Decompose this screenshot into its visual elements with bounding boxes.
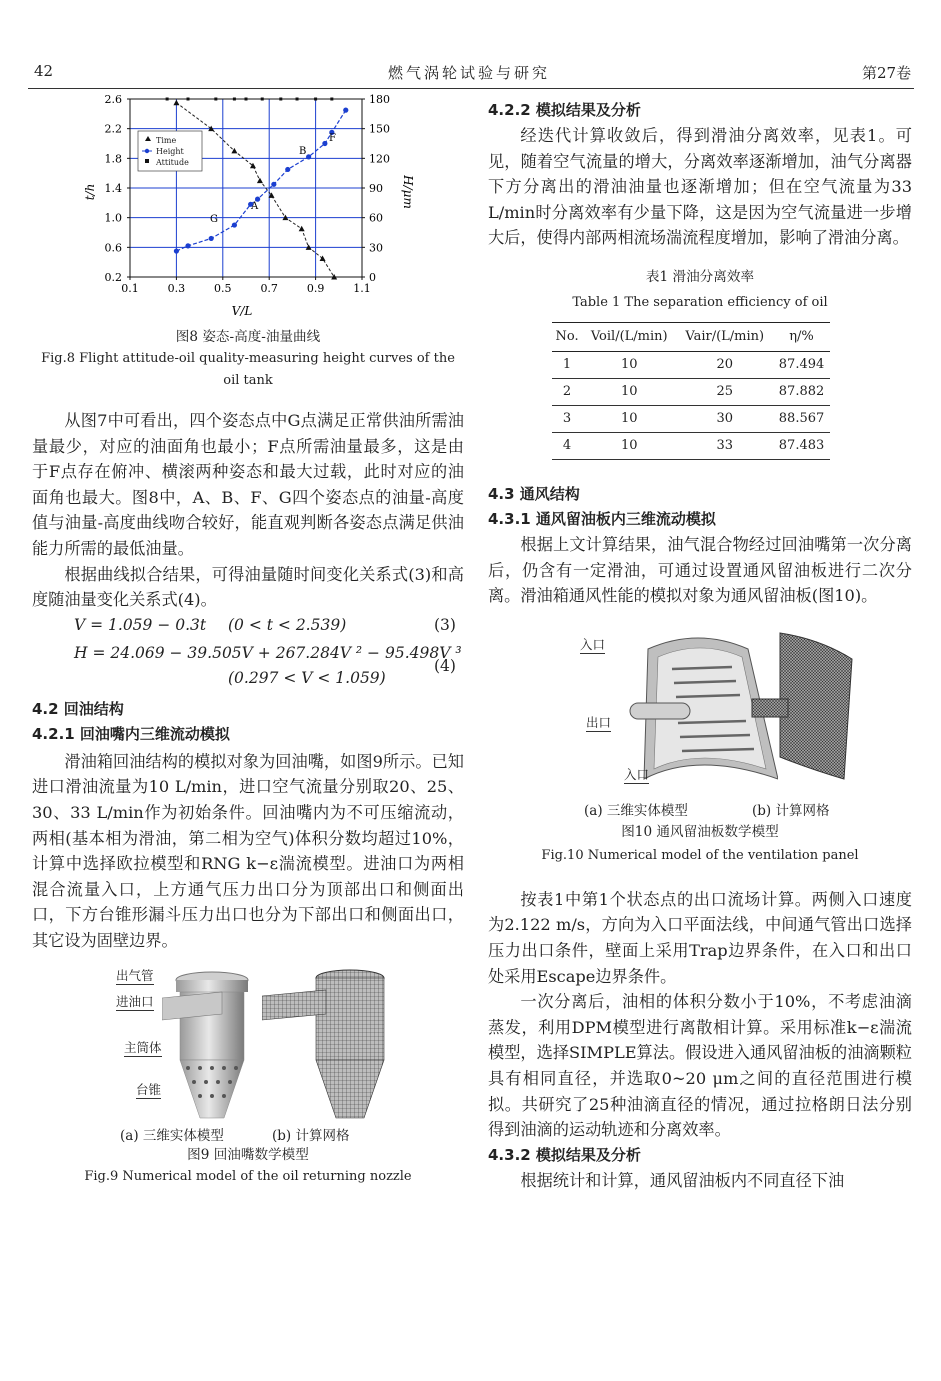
x-tick-label: 1.1 bbox=[353, 282, 371, 295]
x-tick-label: 0.5 bbox=[214, 282, 232, 295]
right-tick-label: 150 bbox=[369, 122, 390, 136]
fig9-caption-en: Fig.9 Numerical model of the oil returning nozzle bbox=[84, 1168, 412, 1184]
left-axis-label: t/h bbox=[83, 183, 97, 201]
eq3-expr: V = 1.059 − 0.3t bbox=[74, 615, 207, 634]
right-tick-label: 0 bbox=[369, 271, 376, 284]
figure-10 bbox=[488, 629, 912, 797]
x-tick-label: 0.1 bbox=[121, 282, 139, 295]
paragraph-fit-intro: 根据曲线拟合结果，可得油量随时间变化关系式(3)和高度随油量变化关系式(4)。 bbox=[32, 564, 464, 610]
left-column bbox=[32, 92, 464, 1188]
col-voil: Voil/(L/min) bbox=[582, 322, 676, 351]
section-4-2-1: 4.2.1 回油嘴内三维流动模拟 bbox=[32, 724, 230, 743]
height-point bbox=[343, 108, 348, 113]
attitude-point bbox=[166, 98, 169, 101]
label-inlet-top: 入口 bbox=[580, 636, 606, 652]
left-tick-label: 1.8 bbox=[104, 152, 122, 166]
paragraph-results: 经迭代计算收敛后，得到滑油分离效率，见表1。可见，随着空气流量的增大，分离效率逐渐增加，油气分离器下方分离出的滑油油量也逐渐增加；但在空气流量为33 L/min时分离效率有少量下降，这是因为空气流量进一步增大后，使得内部两相流场湍流程度增加，影响了滑油分离。 bbox=[488, 126, 912, 248]
fig8-caption-zh: 图8 姿态-高度-油量曲线 bbox=[175, 329, 321, 345]
eq3-number: (3) bbox=[434, 615, 456, 634]
header-rule bbox=[28, 88, 914, 89]
left-tick-label: 1.4 bbox=[104, 182, 122, 195]
height-point bbox=[285, 167, 290, 172]
label-main-cylinder: 主筒体 bbox=[124, 1039, 162, 1055]
time-point bbox=[299, 226, 305, 232]
left-tick-label: 0.6 bbox=[104, 241, 122, 255]
fig10-subcaption-a: (a) 三维实体模型 bbox=[584, 802, 688, 819]
col-vair: Vair/(L/min) bbox=[676, 322, 773, 351]
x-tick-label: 0.3 bbox=[167, 282, 186, 295]
volume-label: 第27卷 bbox=[862, 64, 912, 82]
journal-title: 燃气涡轮试验与研究 bbox=[388, 64, 551, 82]
figure-8 bbox=[32, 92, 464, 326]
right-tick-label: 60 bbox=[369, 211, 383, 225]
table-row: 2 10 25 87.882 bbox=[552, 378, 830, 405]
table-header-row bbox=[552, 322, 830, 351]
attitude-point bbox=[214, 98, 217, 101]
point-label-b: B bbox=[299, 146, 307, 157]
fig9-mesh-image bbox=[262, 968, 412, 1120]
right-axis-label: H/μm bbox=[401, 175, 415, 209]
section-4-2-2: 4.2.2 模拟结果及分析 bbox=[488, 101, 641, 119]
attitude-point bbox=[187, 98, 190, 101]
page-number: 42 bbox=[34, 62, 54, 80]
label-oil-inlet: 进油口 bbox=[116, 993, 154, 1009]
section-4-3: 4.3 通风结构 bbox=[488, 484, 580, 503]
fig10-caption-en: Fig.10 Numerical model of the ventilation panel bbox=[541, 847, 859, 863]
right-tick-label: 120 bbox=[369, 152, 390, 166]
attitude-point bbox=[245, 98, 248, 101]
table-row: 4 10 33 87.483 bbox=[552, 432, 830, 459]
col-eta: η/% bbox=[773, 322, 830, 351]
equation-4 bbox=[32, 641, 464, 695]
label-cone: 台锥 bbox=[136, 1081, 162, 1097]
left-tick-label: 2.6 bbox=[104, 93, 122, 106]
paragraph-return-nozzle: 滑油箱回油结构的模拟对象为回油嘴，如图9所示。已知进口滑油流量为10 L/min，进口空气流量分别取20、25、30、33 L/min作为初始条件。回油嘴内为不可压缩流动，两相(基本相为滑油，第二相为空气)体积分数均超过10%，计算中选择欧拉模型和RNG k−ε湍流模型。进油口为两相混合流量入口，上方通气压力出口分为顶部出口和侧面出口，下方台锥形漏斗压力出口也分为下部出口和侧面出口，其它设为固壁边界。 bbox=[32, 751, 464, 950]
fig8-caption-en-line2: oil tank bbox=[223, 373, 273, 388]
left-tick-label: 0.2 bbox=[104, 271, 122, 284]
attitude-point bbox=[314, 98, 317, 101]
height-point bbox=[174, 248, 179, 253]
left-tick-label: 2.2 bbox=[104, 122, 122, 136]
figure-9 bbox=[32, 968, 464, 1120]
fig10-mesh-image bbox=[740, 629, 880, 789]
paragraph-dpm: 一次分离后，油相的体积分数小于10%，不考虑油滴蒸发，利用DPM模型进行离散相计算。采用标准k−ε湍流模型，选择SIMPLE算法。假设进入通风留油板的油滴颗粒具有相同直径，并选取0~20 μm之间的直径范围进行模拟。共研究了25种油滴直径的情况，通过拉格朗日法分别得到油滴的运动轨迹和分离效率。 bbox=[488, 992, 912, 1140]
height-point bbox=[306, 154, 311, 159]
eq3-condition: (0 < t < 2.539) bbox=[228, 615, 347, 634]
label-inlet-bottom: 入口 bbox=[624, 766, 650, 782]
point-label-g: G bbox=[210, 214, 218, 225]
table1-title-zh: 表1 滑油分离效率 bbox=[645, 268, 755, 285]
height-point bbox=[232, 222, 237, 227]
x-tick-label: 0.9 bbox=[306, 282, 325, 295]
height-point bbox=[209, 236, 214, 241]
section-4-2: 4.2 回油结构 bbox=[32, 699, 124, 718]
fig10-subcaption-b: (b) 计算网格 bbox=[752, 802, 830, 819]
paragraph-attitude-analysis: 从图7中可看出，四个姿态点中G点满足正常供油所需油量最少，对应的油面角也最小；F点所需油量最多，这是由于F点存在俯冲、横滚两种姿态和最大过载，此时对应的油面角也最大。图8中，A、B、F、G四个姿态点的油量-高度值与油量-高度曲线吻合较好，能直观判断各姿态点满足供油能力所需的最低油量。 bbox=[32, 411, 464, 558]
label-exhaust-pipe: 出气管 bbox=[116, 967, 154, 983]
point-label-a: A bbox=[251, 201, 259, 212]
right-tick-label: 180 bbox=[369, 93, 390, 106]
attitude-point bbox=[279, 98, 282, 101]
right-tick-label: 30 bbox=[369, 241, 383, 255]
legend-height: Height bbox=[156, 147, 184, 156]
x-tick-label: 0.7 bbox=[260, 282, 278, 295]
left-tick-label: 1.0 bbox=[104, 211, 122, 225]
attitude-point bbox=[330, 98, 333, 101]
x-axis-label: V/L bbox=[231, 304, 253, 318]
section-4-3-2: 4.3.2 模拟结果及分析 bbox=[488, 1145, 641, 1164]
point-label-f: F bbox=[329, 133, 336, 144]
height-point bbox=[185, 243, 190, 248]
attitude-point bbox=[296, 98, 299, 101]
section-4-3-1: 4.3.1 通风留油板内三维流动模拟 bbox=[488, 509, 716, 528]
fig9-subcaption-a: (a) 三维实体模型 bbox=[120, 1127, 224, 1144]
right-column bbox=[488, 92, 912, 1193]
col-no: No. bbox=[552, 322, 582, 351]
time-point bbox=[257, 178, 263, 184]
legend-time: Time bbox=[156, 136, 177, 145]
right-tick-label: 90 bbox=[369, 182, 383, 195]
attitude-point bbox=[233, 98, 236, 101]
attitude-point bbox=[261, 98, 264, 101]
fig9-caption-zh: 图9 回油嘴数学模型 bbox=[187, 1146, 309, 1163]
eq4-number: (4) bbox=[434, 656, 456, 675]
label-outlet: 出口 bbox=[586, 714, 612, 730]
time-point bbox=[173, 100, 179, 106]
fig10-caption-zh: 图10 通风留油板数学模型 bbox=[621, 823, 779, 840]
paragraph-ventilation: 根据上文计算结果，油气混合物经过回油嘴第一次分离后，仍含有一定滑油，可通过设置通风留油板进行二次分离。滑油箱通风性能的模拟对象为通风留油板(图10)。 bbox=[488, 534, 912, 606]
table-row: 3 10 30 88.567 bbox=[552, 405, 830, 432]
eq4-condition: (0.297 < V < 1.059) bbox=[228, 668, 386, 687]
height-point bbox=[271, 182, 276, 187]
fig8-chart bbox=[32, 92, 464, 326]
table1-title-en: Table 1 The separation efficiency of oil bbox=[572, 294, 828, 310]
table-1 bbox=[552, 322, 830, 460]
paragraph-final: 根据统计和计算，通风留油板内不同直径下油 bbox=[520, 1170, 845, 1190]
table-row: 1 10 20 87.494 bbox=[552, 351, 830, 378]
paragraph-boundary-conditions: 按表1中第1个状态点的出口流场计算。两侧入口速度为2.122 m/s，方向为入口平面法线，中间通气管出口选择压力出口条件，壁面上采用Trap边界条件，在入口和出口处采用Escape边界条件。 bbox=[488, 889, 912, 986]
fig9-subcaption-b: (b) 计算网格 bbox=[272, 1127, 350, 1144]
equation-3 bbox=[32, 613, 464, 641]
eq4-expr: H = 24.069 − 39.505V + 267.284V ² − 95.498V ³ bbox=[74, 643, 462, 662]
fig8-caption-en-line1: Fig.8 Flight attitude-oil quality-measuring height curves of the bbox=[41, 351, 455, 366]
legend-attitude: Attitude bbox=[156, 158, 189, 167]
height-point bbox=[322, 141, 327, 146]
